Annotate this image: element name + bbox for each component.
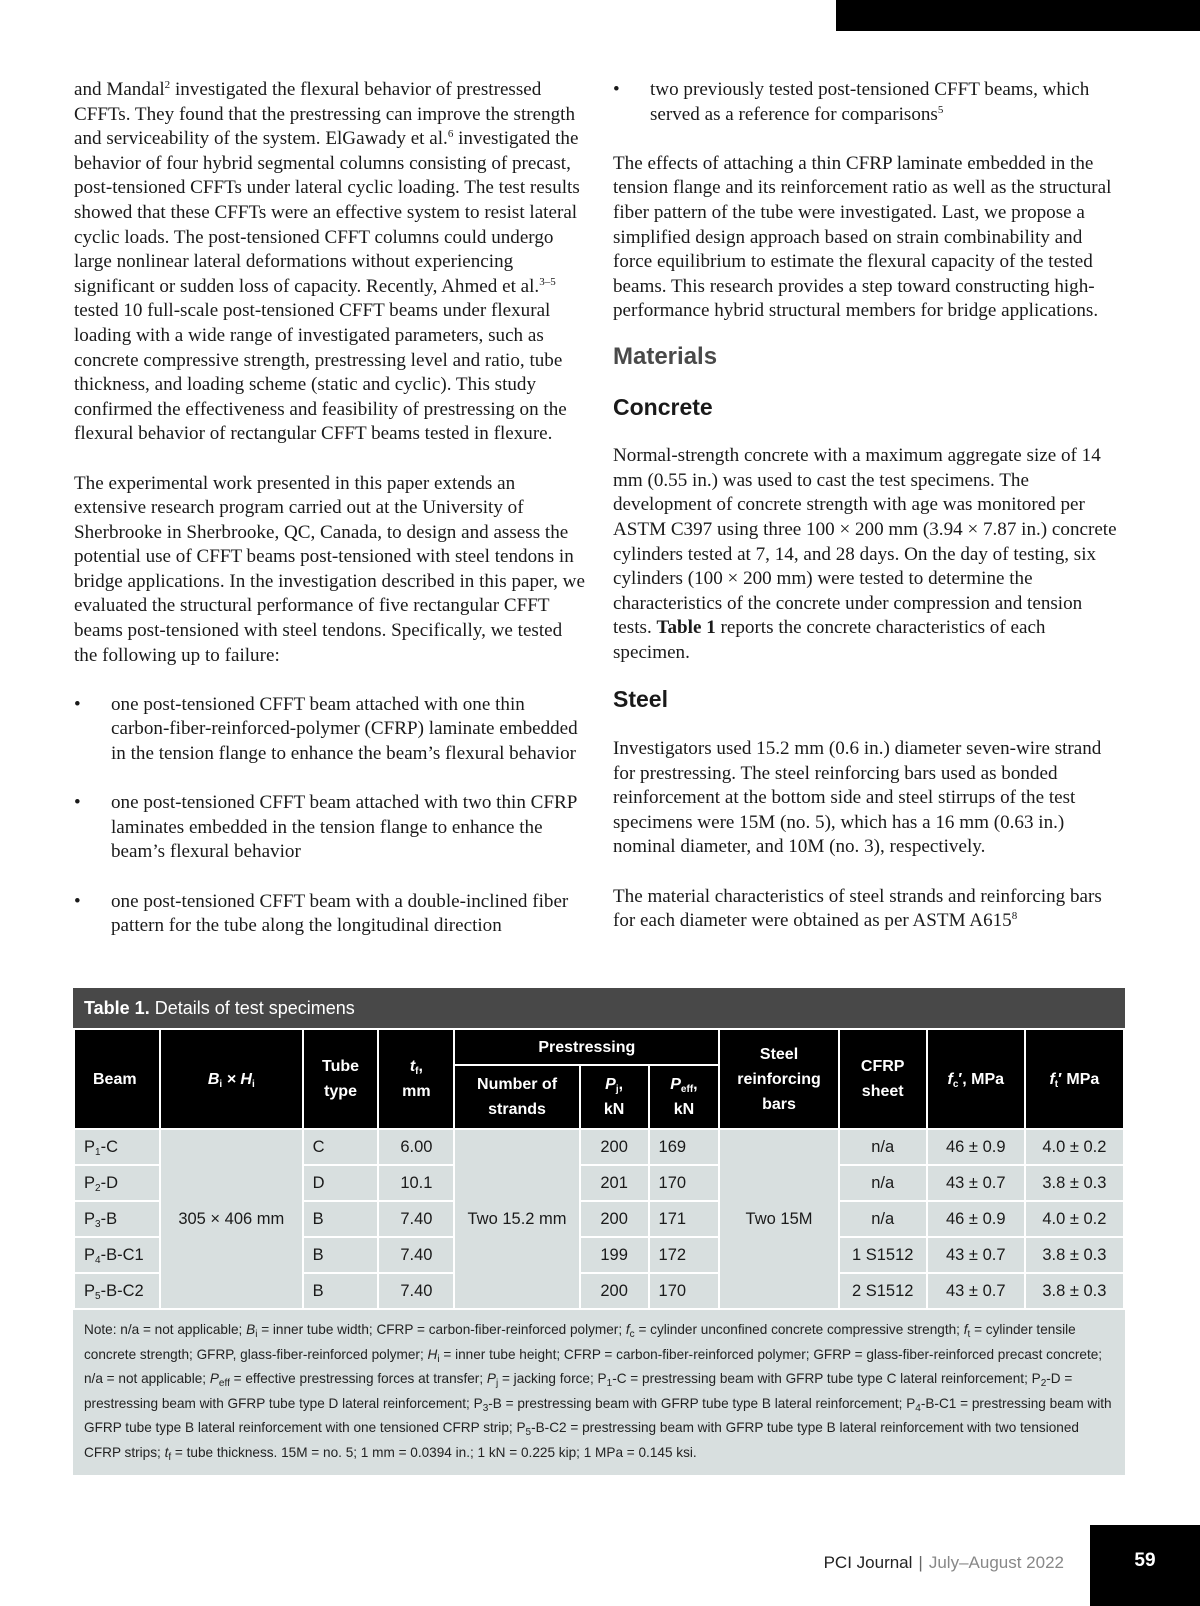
note-segment: = cylinder tensile concrete strength; GFRP, glass-fiber-reinforced polymer; (84, 1322, 1076, 1362)
specimen-table (73, 1028, 1125, 1310)
note-segment: P (486, 1371, 496, 1386)
table-row: $P_3-B$ B 7.40 200 171 n/a 46 ± 0.9 4.0 ± 0.2 (74, 1201, 1124, 1237)
bullet-item: • one post-tensioned CFFT beam with a double-inclined fiber pattern for the tube along the longitudinal direction (74, 890, 569, 937)
note-segment: -B-C1 = prestressing beam with GFRP tube type B lateral reinforcement with one tensioned CFRP strip; P (84, 1395, 1112, 1435)
note-segment: i (255, 1329, 258, 1340)
left-column (74, 78, 586, 939)
col-header-bh: $B_i \times H_i$ (160, 1029, 303, 1129)
concrete-paragraph: Normal-strength concrete with a maximum aggregate size of 14 mm (0.55 in.) was used to cast the test specimens. The development of concrete strength with age was monitored per ASTM C397 using three 100 × 200 mm (3.94 × 7.87 in.) concrete cylinders tested at 7, 14, and 28 days. On the day of testing, six cylinders (100 × 200 mm) were tested to determine the characteristics of the concrete under compression and tension tests. Table 1 reports the concrete characteristics of each specimen. (613, 445, 1117, 663)
note-segment: H (427, 1346, 438, 1362)
col-header-cfrp: CFRP sheet (839, 1029, 927, 1129)
note-segment: f (625, 1322, 630, 1337)
table-title: Table 1. Details of test specimens (73, 988, 1125, 1028)
merged-strands: Two 15.2 mm (454, 1129, 579, 1309)
heading-steel: Steel (613, 686, 668, 713)
col-header-pj: $P_j$, kN (580, 1065, 649, 1129)
right-column (613, 78, 1125, 934)
note-segment: 2 (1040, 1378, 1047, 1389)
note-segment: i (437, 1353, 440, 1365)
journal-info: PCI Journal | July–August 2022 (823, 1553, 1064, 1572)
note-segment: f (168, 1451, 172, 1463)
col-header-tube-type: Tube type (303, 1029, 379, 1129)
note-segment: 1 (606, 1378, 613, 1389)
note-segment: = effective prestressing forces at transfer; (229, 1371, 487, 1386)
note-segment: Note: n/a = not applicable; (84, 1322, 247, 1337)
top-black-bar (836, 0, 1200, 31)
steel-paragraph: Investigators used 15.2 mm (0.6 in.) diameter seven-wire strand for prestressing. The steel reinforcing bars used as bonded reinforcement at the bottom side and steel stirrups of the test specimens were 15M (no. 5), which has a 16 mm (0.63 in.) nominal diameter, and 10M (no. 3), respectively. (613, 738, 1102, 858)
note-segment: -B-C2 = prestressing beam with GFRP tube type B lateral reinforcement with two tensioned CFRP strips; (84, 1420, 1079, 1460)
note-segment: f (963, 1322, 968, 1337)
note-segment: = inner tube height; CFRP = carbon-fiber-reinforced polymer; GFRP = glass-fiber-reinforced precast concrete; n/a = not applicable; (84, 1346, 1103, 1386)
intro-paragraph: and Mandal$^2$ investigated the flexural behavior of prestressed CFFTs. They found that the prestressing can improve the strength and serviceability of the system. ElGawady et al.$^6$ investigated the behavior of four hybrid segmental columns consisting of precast, post-tensioned CFFTs under lateral cyclic loading. The test results showed that these CFFTs were an effective system to resist lateral cyclic loads. The post-tensioned CFFT columns could undergo large nonlinear lateral deformations without experiencing significant or sudden loss of capacity. Recently, Ahmed et al.$^{3-5}$ tested 10 full-scale post-tensioned CFFT beams under flexural loading with a wide range of investigated parameters, such as concrete compressive strength, prestressing level and ratio, tube thickness, and loading scheme (static and cyclic). This study confirmed the effectiveness and feasibility of prestressing on the flexural behavior of rectangular CFFT beams tested in flexure. (74, 79, 580, 445)
page-number: 59 (1090, 1525, 1200, 1606)
note-segment: t (967, 1329, 971, 1340)
table-note (73, 1310, 1125, 1475)
note-segment: B (246, 1322, 256, 1337)
note-segment: = cylinder unconfined concrete compressive strength; (634, 1322, 964, 1337)
col-header-beam: Beam (74, 1029, 160, 1129)
merged-bh: 305 × 406 mm (160, 1129, 303, 1309)
note-segment: t (164, 1444, 169, 1460)
note-segment: = inner tube width; CFRP = carbon-fiber-reinforced polymer; (257, 1322, 626, 1337)
page-footer (0, 1525, 1200, 1606)
col-header-fc: $f_c'$, MPa (927, 1029, 1025, 1129)
col-header-peff: $P_{eff}$, kN (649, 1065, 720, 1129)
note-segment: = tube thickness. 15M = no. 5; 1 mm = 0.0394 in.; 1 kN = 0.225 kip; 1 MPa = 0.145 ksi. (171, 1444, 697, 1460)
bullet-item: • one post-tensioned CFFT beam attached with two thin CFRP laminates embedded in the tension flange to enhance the beam’s flexural behavior (74, 792, 577, 863)
table-1 (73, 988, 1125, 1475)
note-segment: P (209, 1371, 219, 1386)
table-row: $P_4-B-C1$ B 7.40 199 172 1 S1512 43 ± 0.7 3.8 ± 0.3 (74, 1237, 1124, 1273)
note-segment: -C = prestressing beam with GFRP tube type C lateral reinforcement; P (612, 1371, 1041, 1386)
note-segment: = jacking force; P (498, 1371, 607, 1386)
bullet-item: • one post-tensioned CFFT beam attached with one thin carbon-fiber-reinforced-polymer (CFRP) laminate embedded in the tension flange to enhance the beam’s flexural behavior (74, 693, 578, 765)
heading-materials: Materials (613, 342, 718, 370)
col-header-num-strands: Number of strands (454, 1065, 579, 1129)
table-row: $P_2-D$ D 10.1 201 170 n/a 43 ± 0.7 3.8 ± 0.3 (74, 1165, 1124, 1201)
note-segment: -D = prestressing beam with GFRP tube type D lateral reinforcement; P (84, 1371, 1073, 1411)
bullet-item: • two previously tested post-tensioned CFFT beams, which served as a reference for comparisons$^5$ (613, 79, 1090, 125)
note-segment: eff (218, 1378, 230, 1389)
col-header-tf: $t_f$, mm (378, 1029, 454, 1129)
col-header-ft: $f_t'$ MPa (1025, 1029, 1124, 1129)
note-segment: 5 (525, 1427, 532, 1438)
heading-concrete: Concrete (613, 393, 713, 420)
note-segment: 4 (915, 1402, 921, 1414)
note-segment: c (629, 1329, 635, 1340)
note-segment: -B = prestressing beam with GFRP tube type B lateral reinforcement; P (488, 1395, 916, 1411)
program-paragraph: The experimental work presented in this paper extends an extensive research program carried out at the University of Sherbrooke in Sherbrooke, QC, Canada, to design and assess the potential use of CFFT beams post-tensioned with steel tendons in bridge applications. In the investigation described in this paper, we evaluated the structural performance of five rectangular CFFT beams post-tensioned with steel tendons. Specifically, we tested the following up to failure: (74, 472, 585, 666)
table-row: $P_1-C$ 305 × 406 mm C 6.00 Two 15.2 mm 200 169 Two 15M n/a 46 ± 0.9 4.0 ± 0.2 (74, 1129, 1124, 1165)
col-header-steel-bars: Steel reinforcing bars (719, 1029, 838, 1129)
material-paragraph: The material characteristics of steel strands and reinforcing bars for each diameter were obtained as per ASTM $A615^8$ (613, 885, 1102, 932)
table-row: $P_5-B-C2$ B 7.40 200 170 2 S1512 43 ± 0.7 3.8 ± 0.3 (74, 1273, 1124, 1309)
note-segment: 3 (482, 1402, 489, 1414)
col-header-prestressing: Prestressing (454, 1029, 719, 1065)
merged-steel: Two 15M (719, 1129, 838, 1309)
effects-paragraph: The effects of attaching a thin CFRP laminate embedded in the tension flange and its reinforcement ratio as well as the structural fiber pattern of the tube were investigated. Last, we propose a simplified design approach based on strain combinability and force equilibrium to estimate the flexural capacity of the tested beams. This research provides a step toward constructing high-performance hybrid structural members for bridge applications. (613, 152, 1112, 322)
note-segment: j (495, 1378, 499, 1389)
